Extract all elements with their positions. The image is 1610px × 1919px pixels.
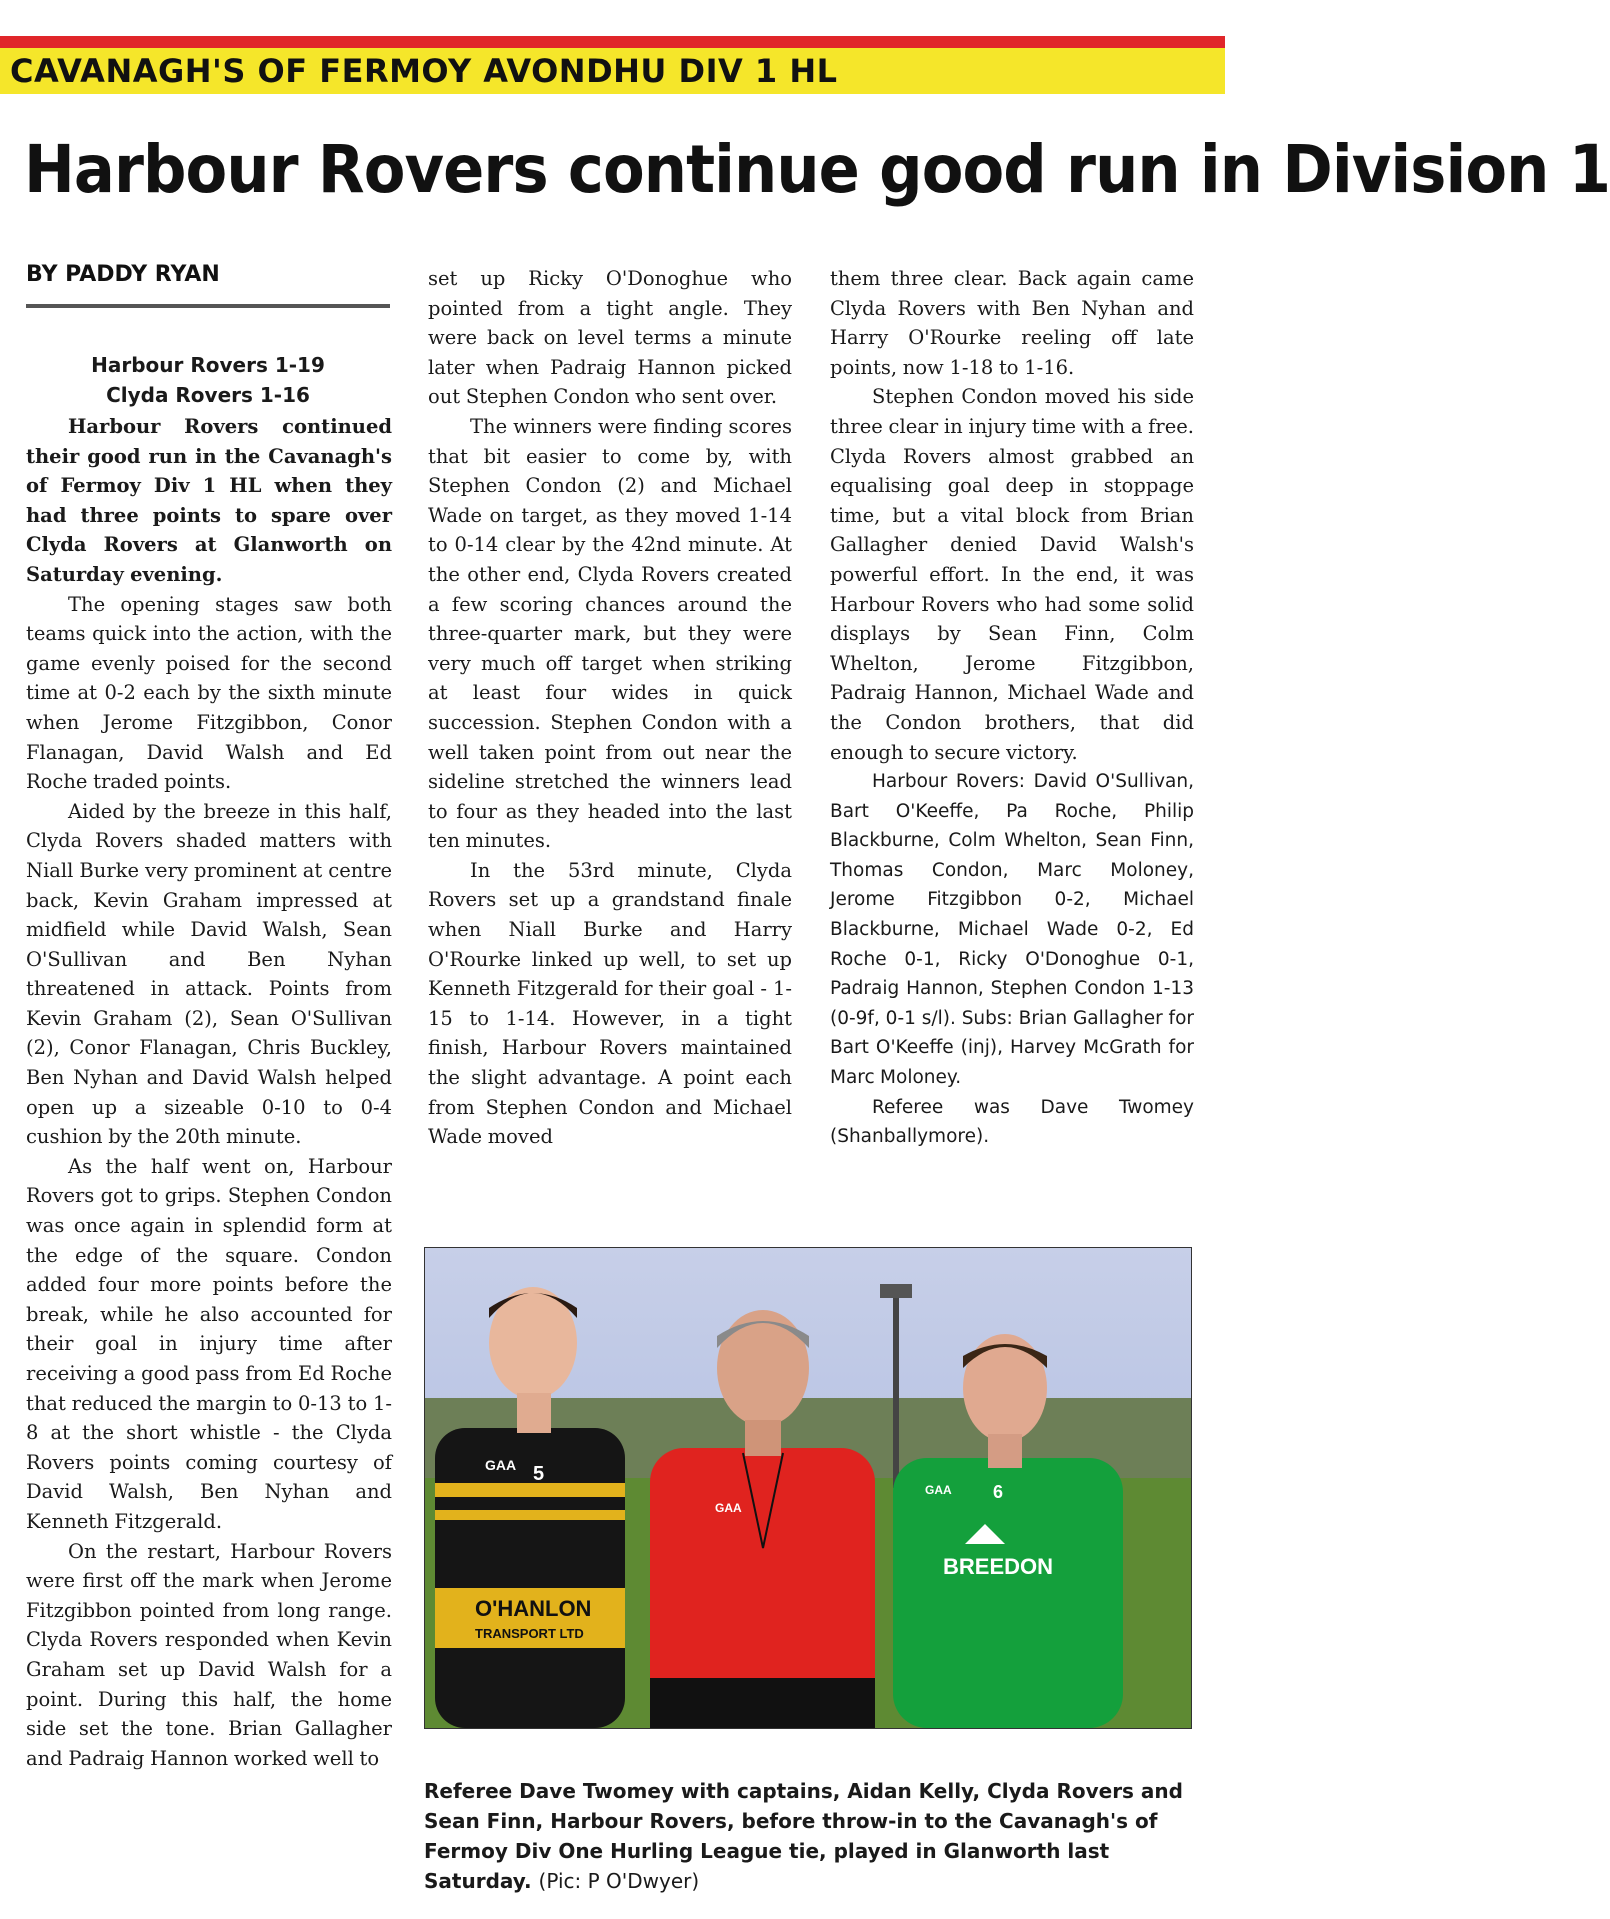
jersey-number-left: 5 xyxy=(533,1463,545,1485)
floodlight-pole xyxy=(893,1288,899,1488)
caption-text: Referee Dave Twomey with captains, Aidan Kelly, Clyda Rovers and Sean Finn, Harbour Rovers, before throw-in to the Cavanagh's of Fermoy Div One Hurling League tie, played in Glanworth last Saturday. xyxy=(424,1779,1183,1893)
match-photo xyxy=(424,1247,1192,1729)
team-lineup: Harbour Rovers: David O'Sullivan, Bart O'Keeffe, Pa Roche, Philip Blackburne, Colm Whelton, Sean Finn, Thomas Condon, Marc Moloney, Jerome Fitzgibbon 0-2, Michael Blackburne, Michael Wade 0-2, Ed Roche 0-1, Ricky O'Donoghue 0-1, Padraig Hannon, Stephen Condon 1-13 (0-9f, 0-1 s/l). Subs: Brian Gallagher for Bart O'Keeffe (inj), Harvey McGrath for Marc Moloney. xyxy=(830,771,1194,1089)
headline: Harbour Rovers continue good run in Division 1 xyxy=(24,131,1610,208)
floodlight-head xyxy=(880,1284,912,1298)
article-paragraph: As the half went on, Harbour Rovers got to grips. Stephen Condon was once again in splendid form at the edge of the square. Condon added four more points before the break, while he also accounted for their goal in injury time after receiving a good pass from Ed Roche that reduced the margin to 0-13 to 1-8 at the short whistle - the Clyda Rovers points coming courtesy of David Walsh, Ben Nyhan and Kenneth Fitzgerald. xyxy=(26,1154,392,1533)
byline: BY PADDY RYAN xyxy=(26,262,220,287)
jersey-brand-left: GAA xyxy=(485,1457,517,1473)
lead-paragraph: Harbour Rovers continued their good run in the Cavanagh's of Fermoy Div 1 HL when they had three points to spare over Clyda Rovers at Glanworth on Saturday evening. xyxy=(26,415,392,586)
article-paragraph: The winners were finding scores that bit easier to come by, with Stephen Condon (2) and Michael Wade on target, as they moved 1-14 to 0-14 clear by the 42nd minute. At the other end, Clyda Rovers created a few scoring chances around the three-quarter mark, but they were very much off target when striking at least four wides in quick succession. Stephen Condon with a well taken point from out near the sideline stretched the winners lead to four as they headed into the last ten minutes. xyxy=(428,414,792,853)
player-left xyxy=(435,1287,625,1728)
jersey-number-right: 6 xyxy=(993,1482,1004,1502)
referee xyxy=(650,1310,875,1728)
photo-caption xyxy=(424,1776,1194,1896)
score-line-away: Clyda Rovers 1-16 xyxy=(106,383,310,407)
article-column-2 xyxy=(428,264,792,1152)
article-paragraph: On the restart, Harbour Rovers were first off the mark when Jerome Fitzgibbon pointed from long range. Clyda Rovers responded when Kevin Graham set up David Walsh for a point. During this half, the home side set the tone. Brian Gallagher and Padraig Hannon worked well to xyxy=(26,1539,392,1770)
player-right xyxy=(893,1334,1123,1728)
article-paragraph: them three clear. Back again came Clyda Rovers with Ben Nyhan and Harry O'Rourke reeling off late points, now 1-18 to 1-16. xyxy=(830,267,1194,379)
top-red-rule xyxy=(0,36,1225,48)
jersey-sponsor-right: BREEDON xyxy=(943,1554,1054,1579)
photo-illustration xyxy=(425,1248,1191,1728)
referee-note: Referee was Dave Twomey (Shanballymore). xyxy=(830,1096,1194,1148)
score-summary xyxy=(26,350,390,410)
jersey-sponsor-left-2: TRANSPORT LTD xyxy=(475,1626,584,1641)
article-paragraph: set up Ricky O'Donoghue who pointed from a tight angle. They were back on level terms a minute later when Padraig Hannon picked out Stephen Condon who sent over. xyxy=(428,267,792,409)
jersey-sponsor-left: O'HANLON xyxy=(475,1596,592,1621)
article-paragraph: The opening stages saw both teams quick into the action, with the game evenly poised for the second time at 0-2 each by the sixth minute when Jerome Fitzgibbon, Conor Flanagan, David Walsh and Ed Roche traded points. xyxy=(26,592,392,794)
jersey-brand-right: GAA xyxy=(925,1483,952,1497)
article-column-3 xyxy=(830,264,1194,1152)
photo-credit: (Pic: P O'Dwyer) xyxy=(538,1869,700,1893)
article-column-1 xyxy=(26,412,392,1773)
jersey-brand-ref: GAA xyxy=(715,1501,742,1515)
section-kicker: CAVANAGH'S OF FERMOY AVONDHU DIV 1 HL xyxy=(10,52,838,90)
byline-divider xyxy=(26,304,390,308)
article-paragraph: Stephen Condon moved his side three clear in injury time with a free. Clyda Rovers almost grabbed an equalising goal deep in stoppage time, but a vital block from Brian Gallagher denied David Walsh's powerful effort. In the end, it was Harbour Rovers who had some solid displays by Sean Finn, Colm Whelton, Jerome Fitzgibbon, Padraig Hannon, Michael Wade and the Condon brothers, that did enough to secure victory. xyxy=(830,385,1194,764)
article-paragraph: In the 53rd minute, Clyda Rovers set up a grandstand finale when Niall Burke and Harry O'Rourke linked up well, to set up Kenneth Fitzgerald for their goal - 1-15 to 1-14. However, in a tight finish, Harbour Rovers maintained the slight advantage. A point each from Stephen Condon and Michael Wade moved xyxy=(428,858,792,1149)
score-line-home: Harbour Rovers 1-19 xyxy=(91,353,325,377)
article-paragraph: Aided by the breeze in this half, Clyda Rovers shaded matters with Niall Burke very prominent at centre back, Kevin Graham impressed at midfield while David Walsh, Sean O'Sullivan and Ben Nyhan threatened in attack. Points from Kevin Graham (2), Sean O'Sullivan (2), Conor Flanagan, Chris Buckley, Ben Nyhan and David Walsh helped open up a sizeable 0-10 to 0-4 cushion by the 20th minute. xyxy=(26,799,392,1149)
